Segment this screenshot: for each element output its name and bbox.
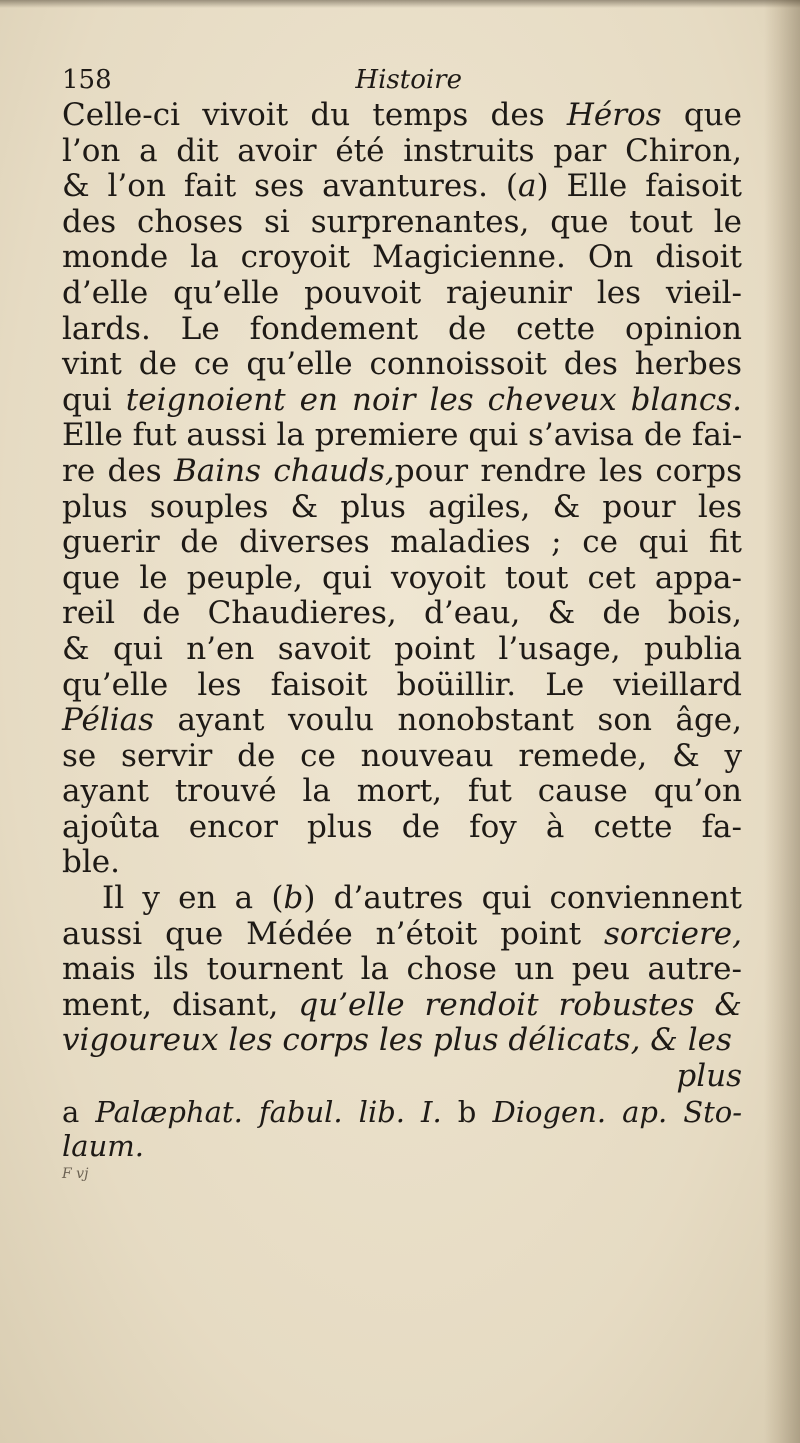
text-run: ble. (62, 844, 120, 881)
text-line (62, 774, 742, 810)
text-line (62, 525, 742, 561)
page-top-shadow (0, 0, 800, 8)
italic-text: a (517, 168, 537, 205)
text-run: ajoûta encor plus de foy à cette fa- (62, 808, 742, 845)
text-run: se servir de ce nouveau remede, & y (62, 737, 742, 774)
text-run: ayant trouvé la mort, fut cause qu’on (62, 773, 742, 810)
text-line (62, 668, 742, 704)
text-run: aussi que Médée n’étoit point (62, 915, 604, 952)
text-line (62, 561, 742, 597)
text-line (62, 454, 742, 490)
running-title: Histoire (355, 65, 462, 95)
text-line (62, 1023, 742, 1059)
text-line (62, 240, 742, 276)
footnotes (62, 1095, 742, 1185)
text-run: lards. Le fondement de cette opinion (62, 310, 742, 347)
text-line (62, 169, 742, 205)
text-run: Il y en a ( (102, 880, 284, 917)
text-block (62, 62, 742, 1185)
footnote-a-mark: a (62, 1094, 80, 1129)
text-run: ) Elle faisoit (536, 168, 743, 205)
text-line (62, 952, 742, 988)
text-run: & l’on fait ses avantures. ( (62, 168, 518, 205)
page-number: 158 (62, 65, 112, 95)
text-line (62, 490, 742, 526)
text-run: vint de ce qu’elle connoissoit des herbes (62, 346, 742, 383)
text-run: ) d’autres qui conviennent (303, 880, 742, 917)
footnote-continuation: laum. (62, 1128, 144, 1163)
signature-mark: F vj (62, 1165, 89, 1182)
italic-text: vigoureux les corps les plus délicats, & les (62, 1022, 732, 1059)
italic-text: b (283, 880, 304, 917)
text-line (62, 810, 742, 846)
text-run: que (661, 97, 742, 133)
text-run: Elle fut aussi la premiere qui s’avisa de fai- (62, 417, 743, 454)
catchword: plus (676, 1058, 742, 1095)
text-line (62, 917, 742, 953)
text-line (62, 347, 742, 383)
text-run: plus souples & plus agiles, & pour les (62, 488, 742, 525)
italic-text: qu’elle rendoit robustes & (298, 986, 743, 1023)
text-line (62, 703, 742, 739)
text-run: re des (62, 452, 174, 489)
text-line (62, 98, 742, 134)
text-line (62, 632, 742, 668)
text-run: d’elle qu’elle pouvoit rajeunir les vieil- (62, 274, 742, 311)
footnote-b-mark: b (457, 1094, 477, 1129)
text-run: Celle-ci vivoit du temps des (62, 97, 567, 133)
text-line (62, 276, 742, 312)
body-text (62, 98, 742, 1059)
text-run: mais ils tournent la chose un peu autre- (62, 951, 742, 988)
text-run: ayant voulu nonobstant son âge, (154, 702, 742, 739)
text-run: des choses si surprenantes, que tout le (62, 203, 742, 240)
text-line (62, 739, 742, 775)
italic-text: Bains chauds, (173, 452, 395, 489)
footnote-line (62, 1095, 742, 1129)
text-run: pour rendre les corps (394, 452, 742, 489)
text-run: qu’elle les faisoit boüillir. Le vieillard (62, 666, 742, 703)
text-run: qui (62, 381, 126, 418)
text-run: reil de Chaudieres, d’eau, & de bois, (62, 595, 742, 632)
running-head (62, 62, 462, 98)
text-line (62, 312, 742, 348)
text-line (62, 134, 742, 170)
footnote-a-text: Palæphat. fabul. lib. I. (95, 1094, 442, 1129)
text-line (62, 881, 742, 917)
text-run: que le peuple, qui voyoit tout cet appa- (62, 559, 742, 596)
text-run: monde la croyoit Magicienne. On disoit (62, 239, 742, 276)
italic-text: teignoient en noir les cheveux blancs. (125, 381, 742, 418)
text-run: l’on a dit avoir été instruits par Chiron, (62, 132, 742, 169)
text-run: & qui n’en savoit point l’usage, publia (62, 630, 742, 667)
text-line (62, 205, 742, 241)
italic-text: sorciere, (603, 915, 742, 952)
footnote-b-text: Diogen. ap. Sto- (492, 1094, 743, 1129)
italic-text: Pélias (62, 702, 155, 739)
text-line (62, 845, 742, 881)
text-line (62, 383, 742, 419)
text-line (62, 596, 742, 632)
text-run: ment, disant, (62, 986, 299, 1023)
text-line (62, 988, 742, 1024)
text-run: guerir de diverses maladies ; ce qui fit (62, 524, 742, 561)
page-gutter-shadow (764, 0, 800, 1443)
italic-text: Héros (566, 97, 662, 133)
text-line (62, 418, 742, 454)
